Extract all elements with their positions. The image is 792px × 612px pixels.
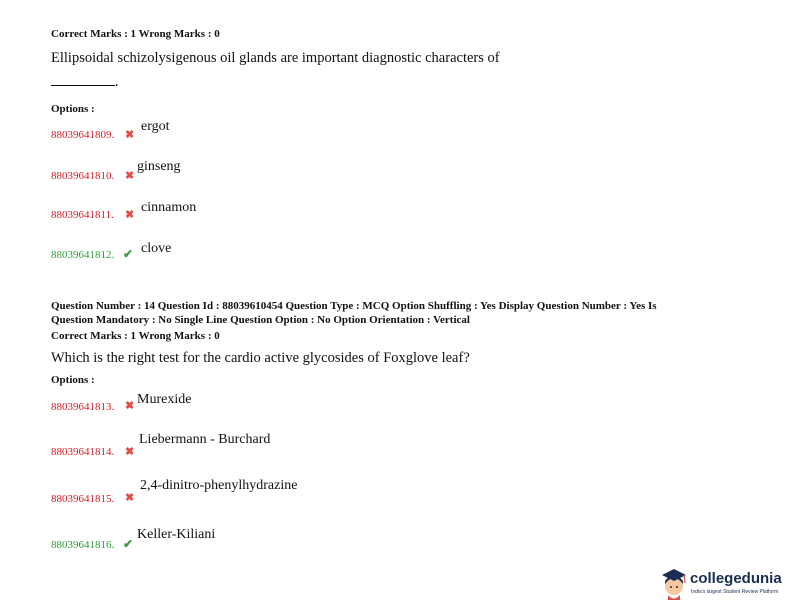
q13-option-1-id: 88039641809.: [51, 129, 115, 141]
q13-option-4-id: 88039641812.: [51, 249, 115, 261]
q14-header-line-2: Question Mandatory : No Single Line Question Option : No Option Orientation : Vertical: [51, 314, 470, 326]
graduation-cap-avatar-icon: [660, 566, 688, 602]
wrong-cross-icon: ✖: [125, 209, 135, 221]
q14-option-1-text: Murexide: [137, 392, 192, 407]
q14-marks: Correct Marks : 1 Wrong Marks : 0: [51, 330, 220, 342]
q13-answer-blank: [51, 74, 119, 91]
q14-option-2-id: 88039641814.: [51, 446, 115, 458]
q14-options-label: Options :: [51, 374, 95, 386]
q13-marks: Correct Marks : 1 Wrong Marks : 0: [51, 28, 220, 40]
q13-option-4-text: clove: [141, 241, 172, 256]
logo-tagline: India's largest Student Review Platform: [691, 589, 779, 595]
q13-option-3-id: 88039641811.: [51, 209, 114, 221]
q13-option-2-id: 88039641810.: [51, 170, 115, 182]
blank-line: [51, 75, 115, 86]
q13-question-text: Ellipsoidal schizolysigenous oil glands are important diagnostic characters of: [51, 50, 500, 66]
q14-option-4-id: 88039641816.: [51, 539, 115, 551]
blank-suffix: .: [115, 74, 119, 90]
q13-options-label: Options :: [51, 103, 95, 115]
correct-check-icon: ✔: [123, 537, 134, 551]
q14-option-4-text: Keller-Kiliani: [137, 527, 216, 542]
wrong-cross-icon: ✖: [125, 170, 135, 182]
collegedunia-logo: [660, 566, 788, 606]
q14-option-3-text: 2,4-dinitro-phenylhydrazine: [140, 478, 298, 493]
wrong-cross-icon: ✖: [125, 129, 135, 141]
q13-option-3-text: cinnamon: [141, 200, 197, 215]
wrong-cross-icon: ✖: [125, 492, 135, 504]
q13-option-2-text: ginseng: [137, 159, 181, 174]
logo-wordmark: collegedunia: [690, 570, 782, 587]
q14-option-1-id: 88039641813.: [51, 401, 115, 413]
q13-option-1-text: ergot: [141, 119, 170, 134]
q14-header-line-1: Question Number : 14 Question Id : 88039610454 Question Type : MCQ Option Shuffling : Yes Display Question Number : Yes Is: [51, 300, 657, 312]
q14-option-3-id: 88039641815.: [51, 493, 115, 505]
q14-option-2-text: Liebermann - Burchard: [139, 432, 271, 447]
q14-question-text: Which is the right test for the cardio active glycosides of Foxglove leaf?: [51, 350, 470, 366]
wrong-cross-icon: ✖: [125, 446, 135, 458]
correct-check-icon: ✔: [123, 247, 134, 261]
wrong-cross-icon: ✖: [125, 400, 135, 412]
